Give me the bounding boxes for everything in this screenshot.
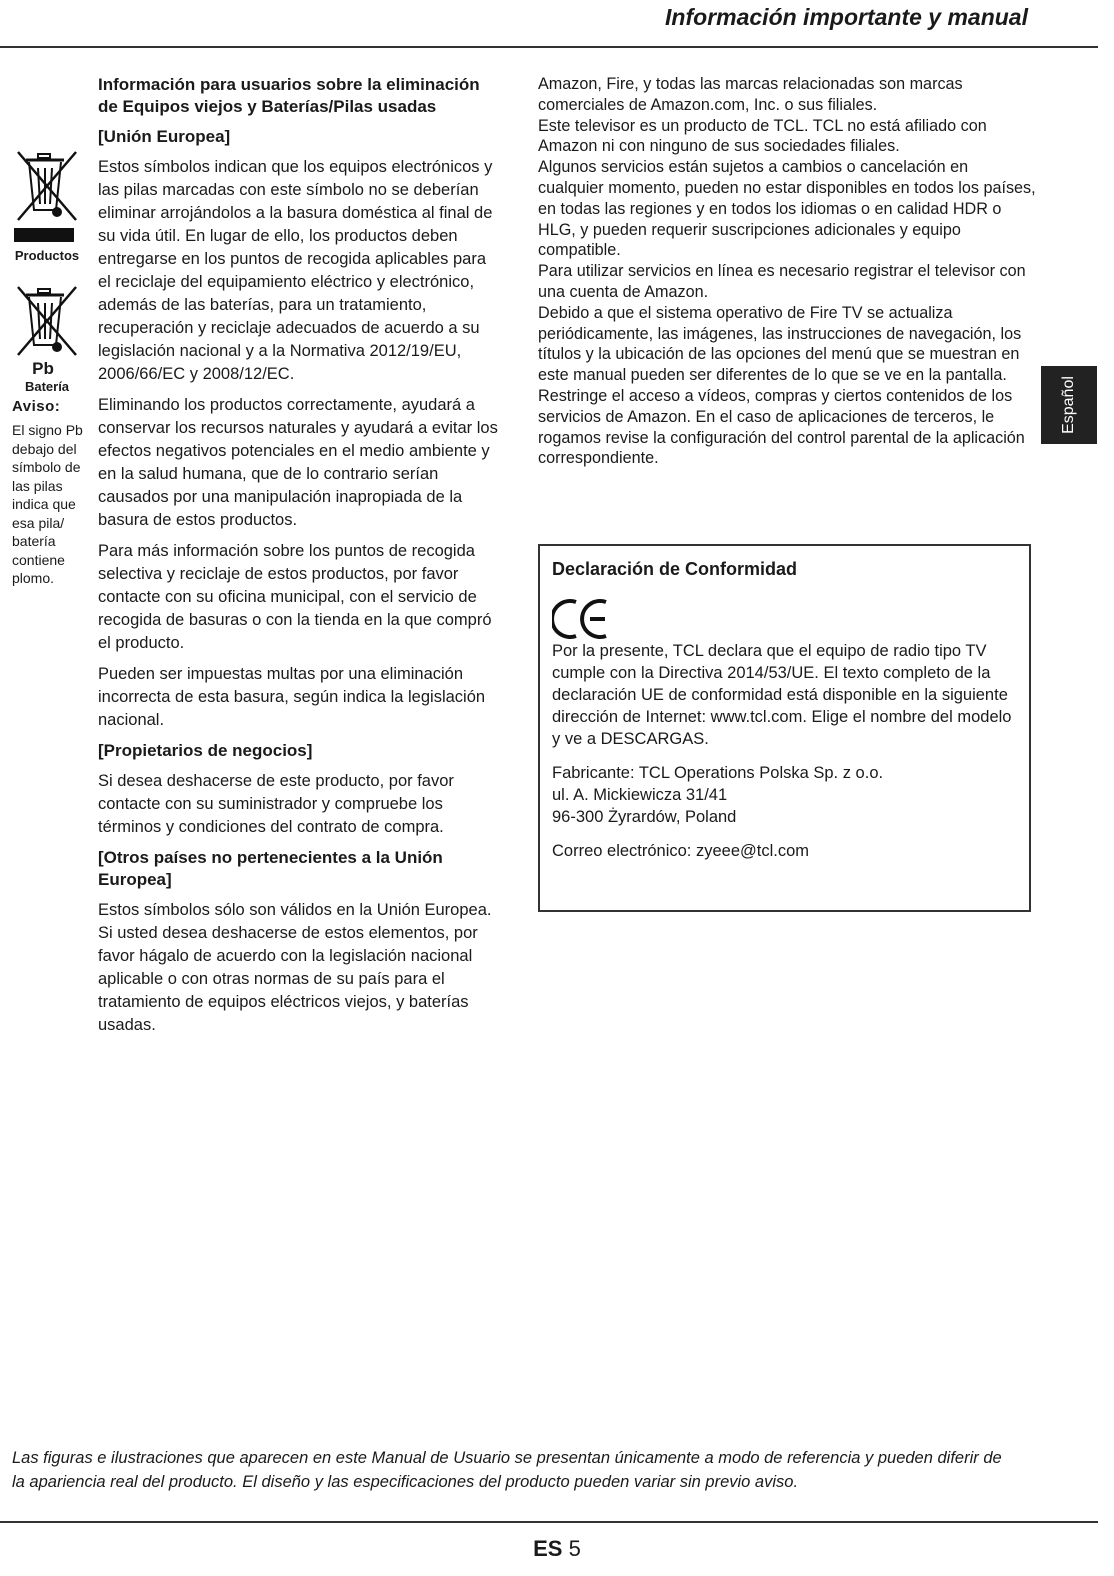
eu-paragraph-3: Para más información sobre los puntos de recogida selectiva y reciclaje de estos productos, por favor contacte con su oficina municipal, con el servicio de recogida de basuras o con la tienda en la que compró el producto. [98, 542, 492, 652]
business-paragraph: Si desea deshacerse de este producto, por favor contacte con su suministrador y compruebe los términos y condiciones del contrato de compra. [98, 772, 454, 836]
solid-bar-mark [14, 228, 74, 242]
page-header-title: Información importante y manual [665, 4, 1028, 30]
parental-control-paragraph: Restringe el acceso a vídeos, compras y ciertos contenidos de los servicios de Amazon. En el caso de aplicaciones de terceros, le rogamos revise la configuración del control parental de la aplicación correspondiente. [538, 386, 1025, 468]
manufacturer-line: Fabricante: TCL Operations Polska Sp. z o.o. [552, 764, 884, 782]
contact-email: Correo electrónico: zyeee@tcl.com [552, 842, 810, 860]
language-tab-label: Español [1060, 376, 1077, 434]
tcl-affiliation-paragraph: Este televisor es un producto de TCL. TCL no está afiliado con Amazon ni con ninguno de sus sociedades filiales. [538, 116, 987, 156]
other-countries-paragraph: Estos símbolos sólo son válidos en la Unión Europea. Si usted desea deshacerse de estos elementos, por favor hágalo de acuerdo con la legislación nacional aplicable o con otras normas de su país para el tratamiento de equipos eléctricos viejos, y baterías usadas. [98, 901, 492, 1034]
page-number-value: 5 [568, 1536, 581, 1561]
products-label: Productos [14, 248, 80, 263]
eu-heading: [Unión Europea] [98, 127, 231, 146]
eu-paragraph-1: Estos símbolos indican que los equipos electrónicos y las pilas marcadas con este símbolo no se deberían eliminar arrojándolos a la basura doméstica al final de su vida útil. En lugar de ello, los productos deben entregarse en los puntos de recogida aplicables para el reciclaje del equipamiento eléctrico y electrónico, además de las baterías, para un tratamiento, recuperación y reciclaje adecuados de acuerdo a su legislación nacional y a la Normativa 2012/19/EU, 2006/66/EC y 2008/12/EC. [98, 158, 493, 383]
services-paragraph: Algunos servicios están sujetos a cambios o cancelación en cualquier momento, pueden no estar disponibles en todos los países, en todas las regiones y en todos los idiomas o en calidad HDR o HLG, y pueden requerir suscripciones adicionales y equipo compatible. [538, 158, 1036, 260]
crossed-out-battery-bin-icon [14, 285, 82, 359]
address-line-2: 96-300 Żyrardów, Poland [552, 808, 737, 826]
address-line-1: ul. A. Mickiewicza 31/41 [552, 786, 728, 804]
header-divider [0, 46, 1098, 48]
os-update-paragraph: Debido a que el sistema operativo de Fire TV se actualiza periódicamente, las imágenes, las instrucciones de navegación, los títulos y la ubicación de las opciones del menú que se muestran en este manual pueden ser diferentes de lo que se ve en la pantalla. [538, 303, 1022, 385]
footer-divider [0, 1521, 1098, 1523]
registration-paragraph: Para utilizar servicios en línea es necesario registrar el televisor con una cuenta de Amazon. [538, 262, 1026, 301]
amazon-info-column [538, 74, 1038, 469]
notice-title: Aviso: [12, 398, 61, 415]
declaration-title: Declaración de Conformidad [552, 559, 798, 579]
ce-mark-icon [552, 596, 612, 640]
declaration-of-conformity-box [538, 544, 1031, 912]
other-countries-heading: [Otros países no pertenecientes a la Unión Europea] [98, 848, 443, 889]
pb-lead-symbol: Pb [32, 359, 54, 378]
disclaimer-footnote: Las figuras e ilustraciones que aparecen en este Manual de Usuario se presentan únicamente a modo de referencia y pueden diferir de la apariencia real del producto. El diseño y las especificaciones del producto pueden variar sin previo aviso. [12, 1449, 1002, 1491]
disposal-info-column [98, 74, 498, 1045]
disposal-heading: Información para usuarios sobre la eliminación de Equipos viejos y Baterías/Pilas usadas [98, 75, 480, 116]
weee-symbols-margin [12, 150, 90, 588]
eu-paragraph-2: Eliminando los productos correctamente, ayudará a conservar los recursos naturales y ayudará a evitar los efectos negativos potenciales en el medio ambiente y en la salud humana, que de lo contrario serían causados por una manipulación inapropiada de la basura de estos productos. [98, 396, 498, 529]
manufacturer-address [552, 762, 1017, 828]
business-heading: [Propietarios de negocios] [98, 741, 313, 760]
declaration-text: Por la presente, TCL declara que el equipo de radio tipo TV cumple con la Directiva 2014/53/UE. El texto completo de la declaración UE de conformidad está disponible en la siguiente dirección de Internet: www.tcl.com. Elige el nombre del modelo y ve a DESCARGAS. [552, 642, 1012, 748]
page-number [0, 1536, 1114, 1562]
eu-paragraph-4: Pueden ser impuestas multas por una eliminación incorrecta de esta basura, según indica la legislación nacional. [98, 665, 486, 729]
battery-label: Batería [24, 379, 70, 394]
language-tab [1041, 366, 1097, 444]
crossed-out-bin-icon [14, 150, 82, 224]
amazon-trademark-paragraph: Amazon, Fire, y todas las marcas relacionadas son marcas comerciales de Amazon.com, Inc. o sus filiales. [538, 75, 963, 114]
page-prefix: ES [533, 1536, 563, 1561]
notice-text: El signo Pb debajo del símbolo de las pilas indica que esa pila/ batería contiene plomo. [12, 422, 83, 586]
